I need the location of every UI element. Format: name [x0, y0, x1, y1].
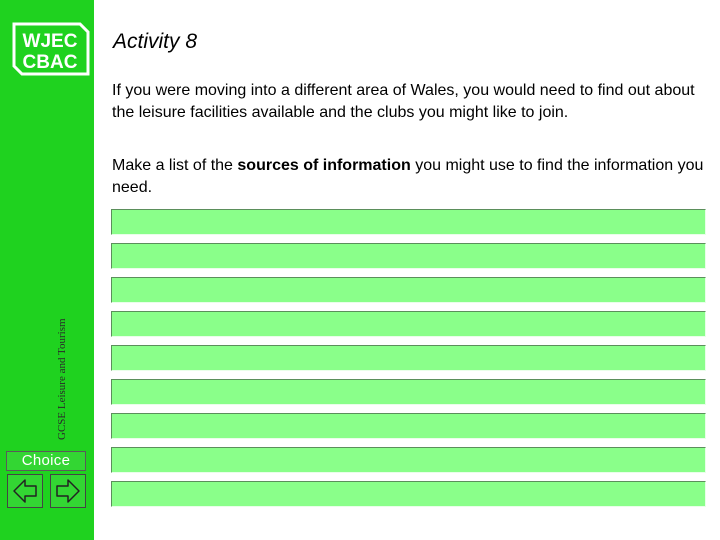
answer-box-1[interactable] [111, 209, 706, 235]
answer-box-8[interactable] [111, 447, 706, 473]
right-arrow-icon [51, 475, 85, 507]
activity-title: Activity 8 [113, 30, 198, 53]
answer-box-3[interactable] [111, 277, 706, 303]
intro-text: If you were moving into a different area of Wales, you would need to find out about the leisure facilities available and the clubs you might like to join. [112, 82, 695, 121]
answer-box-2[interactable] [111, 243, 706, 269]
task-text-start: Make a list of the [112, 157, 238, 174]
left-arrow-icon [8, 475, 42, 507]
answer-box-9[interactable] [111, 481, 706, 507]
answer-box-4[interactable] [111, 311, 706, 337]
choice-button[interactable]: Choice [6, 451, 86, 471]
wjec-cbac-logo [10, 20, 92, 78]
logo-text-cbac: CBAC [22, 52, 78, 73]
task-text-emphasis: sources of information [237, 157, 411, 174]
back-button[interactable] [7, 474, 43, 508]
answer-box-7[interactable] [111, 413, 706, 439]
logo-text-wjec: WJEC [22, 31, 78, 52]
answer-box-6[interactable] [111, 379, 706, 405]
sidebar [0, 0, 94, 540]
forward-button[interactable] [50, 474, 86, 508]
task-instruction [112, 155, 707, 198]
course-caption: GCSE Leisure and Tourism [56, 318, 68, 440]
task-text-end: you might use to find the information you need. [112, 157, 704, 196]
answer-box-5[interactable] [111, 345, 706, 371]
